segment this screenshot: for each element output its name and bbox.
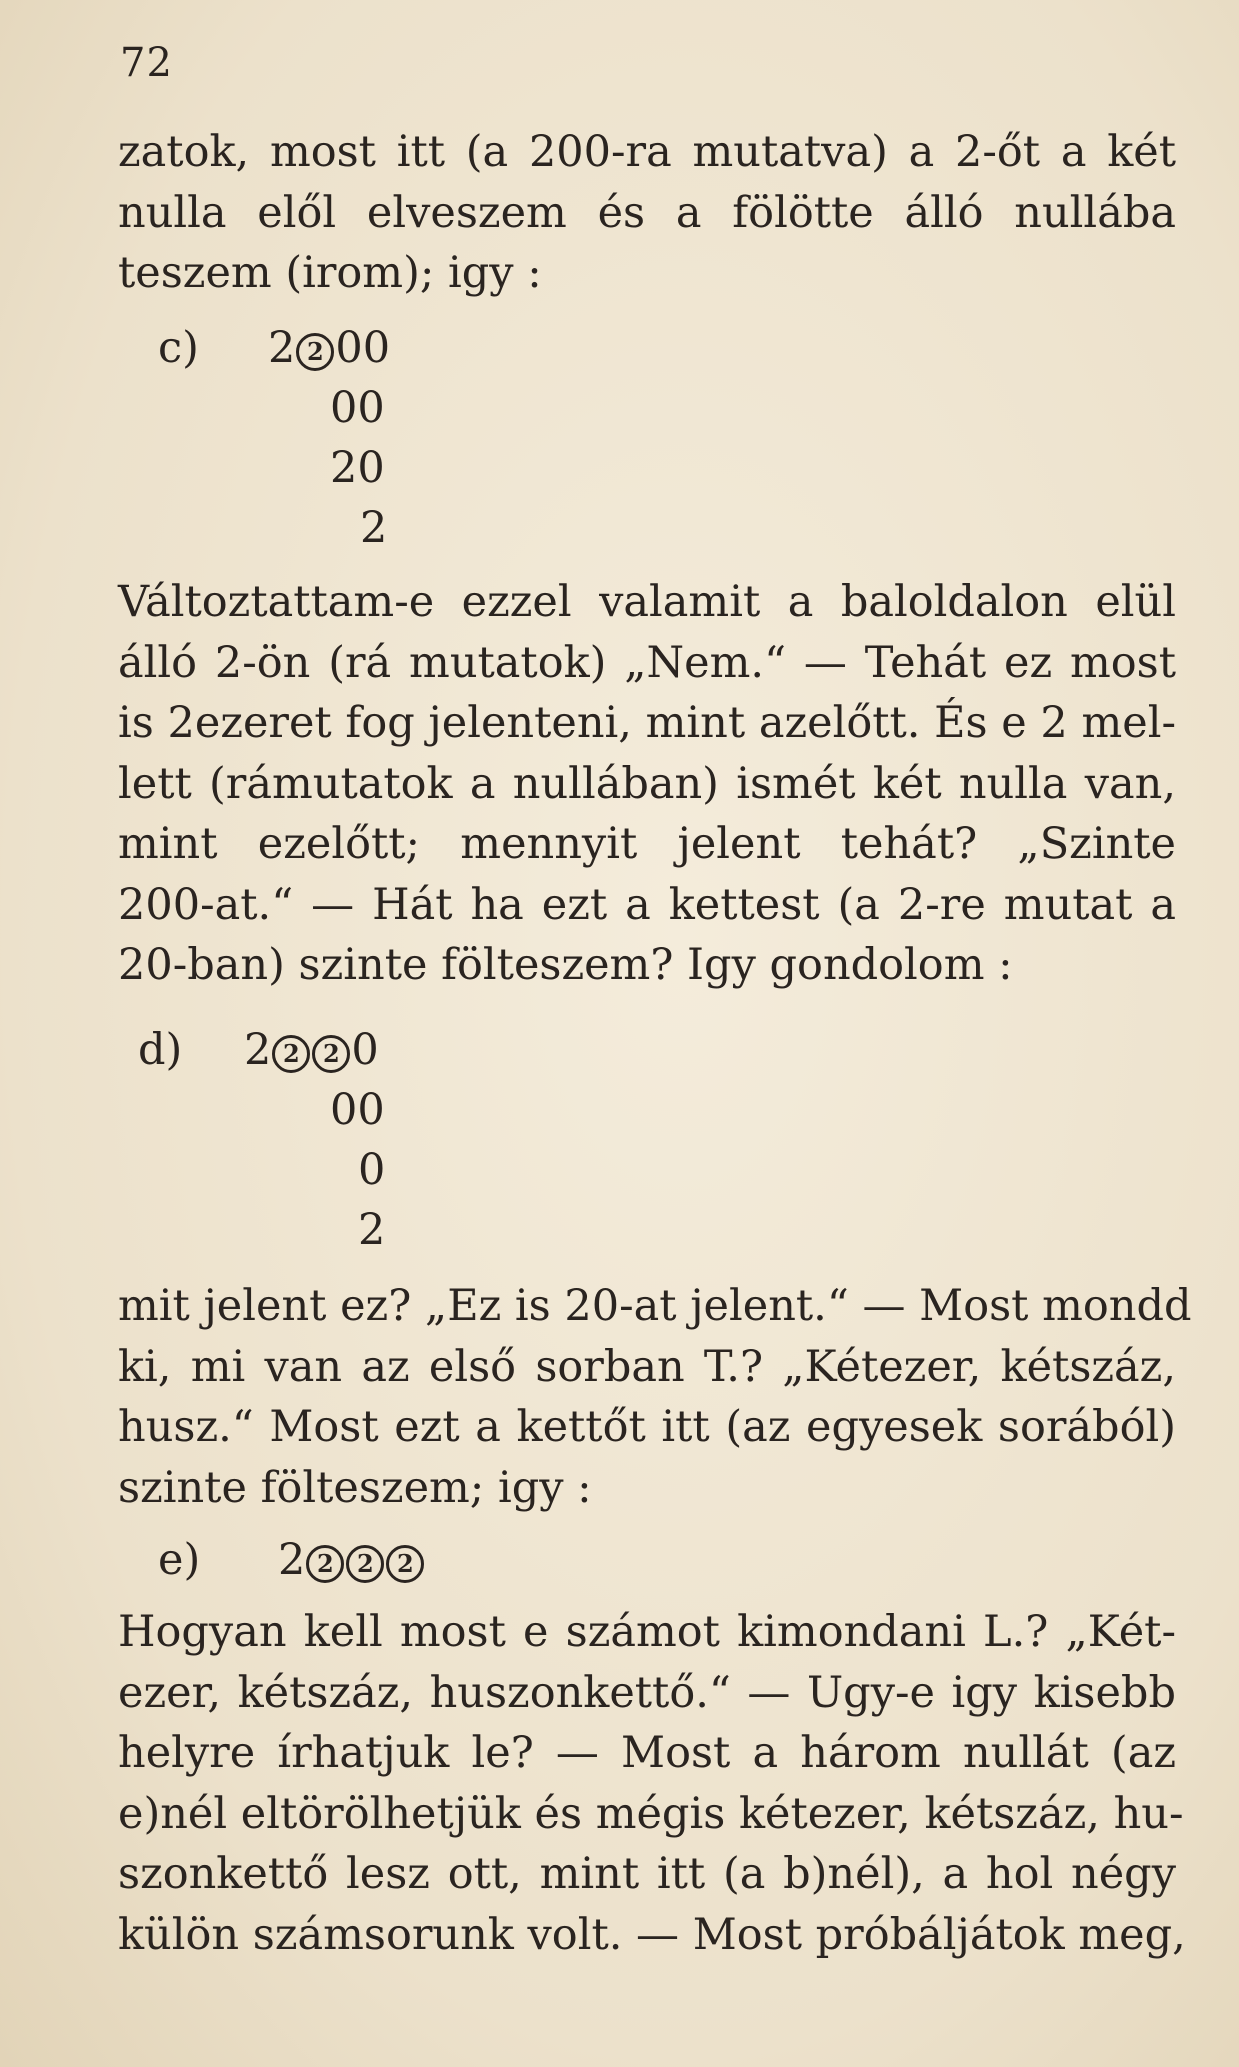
page-number: 72 — [120, 40, 173, 86]
number-row: 20 — [330, 443, 385, 493]
example-label: c) — [158, 323, 199, 373]
example-label: d) — [138, 1025, 183, 1075]
text-line: e)nél eltörölhetjük és mégis kétezer, kétszáz, hu- — [118, 1788, 1184, 1839]
circled-digit: 2 — [386, 1545, 424, 1583]
number-row: 2 — [360, 503, 388, 553]
text-line: is 2ezeret fog jelenteni, mint azelőtt. És e 2 mel- — [118, 698, 1176, 748]
number-row: 2 2 2 2 — [278, 1530, 425, 1591]
text-line: ki, mi van az első sorban T.? „Kétezer, kétszáz, — [118, 1341, 1176, 1392]
circled-digit: 2 — [346, 1545, 384, 1583]
circled-digit: 2 — [296, 333, 334, 371]
number-row: 2 2 00 — [268, 323, 391, 373]
number-row: 0 — [358, 1145, 386, 1195]
text-line: mint ezelőtt; mennyit jelent tehát? „Szinte — [118, 819, 1176, 869]
text-line: 20-ban) szinte fölteszem? Igy gondolom : — [118, 940, 1013, 990]
circled-digit: 2 — [306, 1545, 344, 1583]
circled-digit: 2 — [312, 1035, 350, 1073]
number-row: 2 — [358, 1205, 386, 1255]
circled-digit: 2 — [272, 1035, 310, 1073]
text-line: ezer, kétszáz, huszonkettő.“ — Ugy-e igy kisebb — [118, 1667, 1176, 1718]
example-label: e) — [158, 1535, 201, 1585]
text-line: helyre írhatjuk le? — Most a három nullát (az — [118, 1728, 1176, 1778]
text-line: szinte fölteszem; igy : — [118, 1462, 592, 1513]
text-line: álló 2-ön (rá mutatok) „Nem.“ — Tehát ez most — [118, 637, 1176, 688]
number-row: 2 2 2 0 — [244, 1025, 379, 1075]
number-row: 00 — [330, 1085, 385, 1135]
paragraph-3 — [118, 1276, 1192, 1518]
text-line: külön számsorunk volt. — Most próbáljátok meg, — [118, 1909, 1186, 1960]
text-line: zatok, most itt (a 200-ra mutatva) a 2-őt a két — [118, 127, 1176, 177]
paragraph-1 — [118, 122, 1176, 304]
text-line: mit jelent ez? „Ez is 20-at jelent.“ — Most mondd — [118, 1281, 1192, 1331]
paragraph-4 — [118, 1602, 1186, 1965]
text-line: teszem (irom); igy : — [118, 248, 542, 298]
text-line: szonkettő lesz ott, mint itt (a b)nél), a hol négy — [118, 1849, 1176, 1899]
text-line: nulla elől elveszem és a fölötte álló nullába — [118, 187, 1176, 238]
text-line: 200-at.“ — Hát ha ezt a kettest (a 2-re mutat a — [118, 879, 1176, 930]
paragraph-2 — [118, 572, 1176, 996]
text-line: husz.“ Most ezt a kettőt itt (az egyesek sorából) — [118, 1402, 1176, 1452]
text-line: Hogyan kell most e számot kimondani L.? „Két- — [118, 1607, 1176, 1657]
text-line: lett (rámutatok a nullában) ismét két nulla van, — [118, 758, 1176, 809]
text-line: Változtattam-e ezzel valamit a baloldalon elül — [118, 577, 1176, 627]
number-row: 00 — [330, 383, 385, 433]
